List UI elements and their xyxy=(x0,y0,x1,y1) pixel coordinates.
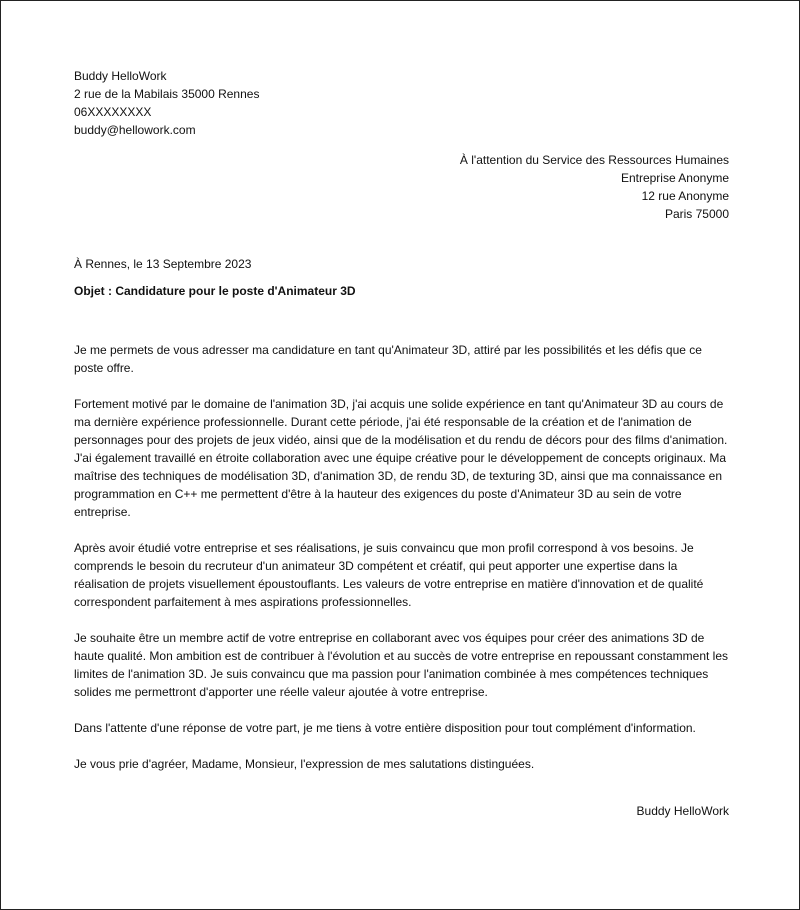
letter-subject: Objet : Candidature pour le poste d'Animateur 3D xyxy=(74,284,356,298)
letter-date: À Rennes, le 13 Septembre 2023 xyxy=(74,257,252,271)
recipient-city: Paris 75000 xyxy=(664,207,729,221)
sender-block xyxy=(74,67,729,139)
body-paragraph-experience: Fortement motivé par le domaine de l'animation 3D, j'ai acquis une solide expérience en tant qu'Animateur 3D au cours de ma dernière expérience professionnelle. Durant cette période, j'ai été responsable de la création et de l'animation de personnages pour des projets de jeux vidéo, ainsi que de la modélisation et du rendu de décors pour des films d'animation. J'ai également travaillé en étroite collaboration avec une équipe créative pour le développement de concepts originaux. Ma maîtrise des techniques de modélisation 3D, d'animation 3D, de rendu 3D, de texturing 3D, ainsi que ma connaissance en programmation en C++ me permettent d'être à la hauteur des exigences du poste d'Animateur 3D au sein de votre entreprise. xyxy=(74,397,728,519)
recipient-attention: À l'attention du Service des Ressources Humaines xyxy=(459,153,729,167)
body-paragraph-closing: Je vous prie d'agréer, Madame, Monsieur, l'expression de mes salutations distinguées. xyxy=(74,757,535,771)
body-paragraph-company: Après avoir étudié votre entreprise et ses réalisations, je suis convaincu que mon profil correspond à vos besoins. Je comprends le besoin du recruteur d'un animateur 3D compétent et créatif, qui peut apporter une expertise dans la réalisation de projets visuellement époustouflants. Les valeurs de votre entreprise en matière d'innovation et de qualité correspondent parfaitement à mes aspirations professionnelles. xyxy=(74,541,704,609)
sender-address: 2 rue de la Mabilais 35000 Rennes xyxy=(74,87,260,101)
signature: Buddy HelloWork xyxy=(636,804,729,818)
body-paragraph-availability: Dans l'attente d'une réponse de votre part, je me tiens à votre entière disposition pour tout complément d'information. xyxy=(74,721,696,735)
recipient-street: 12 rue Anonyme xyxy=(641,189,729,203)
recipient-block xyxy=(74,151,729,223)
letter-content xyxy=(74,67,729,820)
sender-email: buddy@hellowork.com xyxy=(74,123,196,137)
sender-phone: 06XXXXXXXX xyxy=(74,105,152,119)
body-paragraph-ambition: Je souhaite être un membre actif de votre entreprise en collaborant avec vos équipes pour créer des animations 3D de haute qualité. Mon ambition est de contribuer à l'évolution et au succès de votre entreprise en repoussant constamment les limites de l'animation 3D. Je suis convaincu que ma passion pour l'animation combinée à mes compétences techniques solides me permettront d'apporter une réelle valeur ajoutée à votre entreprise. xyxy=(74,631,728,699)
sender-name: Buddy HelloWork xyxy=(74,69,167,83)
recipient-company: Entreprise Anonyme xyxy=(620,171,729,185)
body-paragraph-intro: Je me permets de vous adresser ma candidature en tant qu'Animateur 3D, attiré par les possibilités et les défis que ce poste offre. xyxy=(74,343,702,375)
